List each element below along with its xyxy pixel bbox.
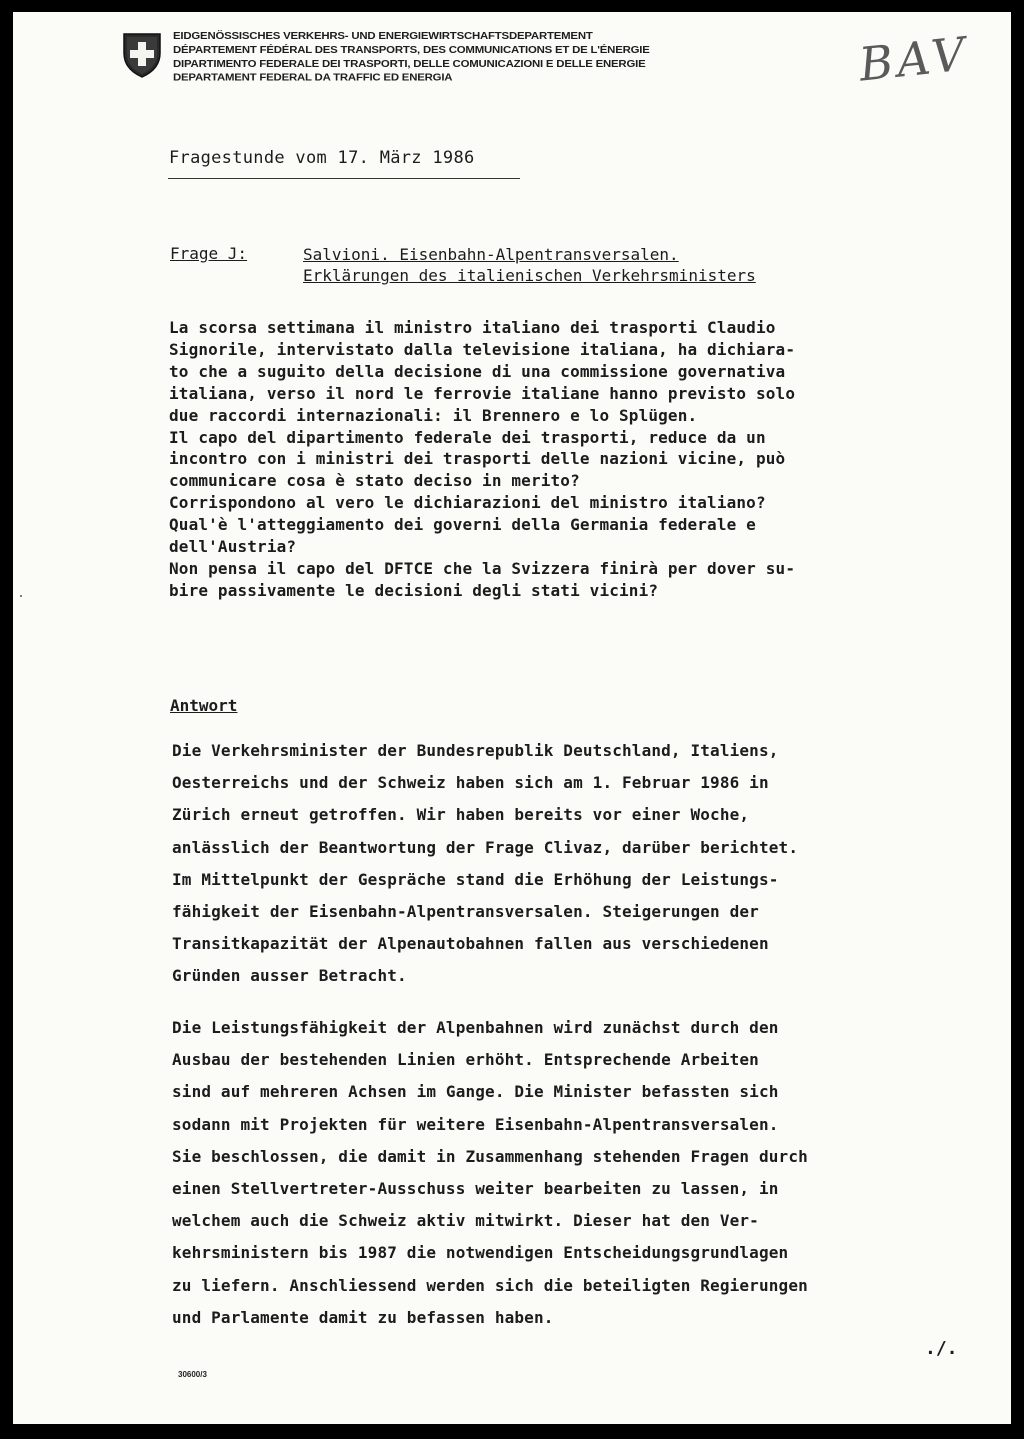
question-text	[169, 317, 795, 602]
question-line: dell'Austria?	[169, 537, 297, 557]
question-line: La scorsa settimana il ministro italiano dei trasporti Claudio	[169, 318, 776, 337]
question-line: Non pensa il capo del DFTCE che la Svizzera finirà per dover su-	[169, 558, 796, 578]
letterhead-line: DÉPARTEMENT FÉDÉRAL DES TRANSPORTS, DES COMMUNICATIONS ET DE L'ÉNERGIE	[173, 44, 650, 56]
question-line: to che a suguito della decisione di una commissione governativa	[169, 361, 786, 381]
question-title	[303, 244, 756, 286]
question-line: italiana, verso il nord le ferrovie italiane hanno previsto solo	[169, 383, 796, 403]
document-page	[13, 12, 1011, 1424]
question-line: Corrispondono al vero le dichiarazioni del ministro italiano?	[169, 493, 766, 513]
margin-mark	[20, 595, 22, 597]
answer-line: welchem auch die Schweiz aktiv mitwirkt. Dieser hat den Ver-	[172, 1211, 759, 1231]
title-underline	[168, 178, 520, 179]
answer-line: Im Mittelpunkt der Gespräche stand die Erhöhung der Leistungs-	[172, 869, 779, 889]
form-code: 30600/3	[178, 1370, 207, 1379]
answer-line: Zürich erneut getroffen. Wir haben bereits vor einer Woche,	[172, 805, 750, 825]
question-line: incontro con i ministri dei trasporti delle nazioni vicine, può	[169, 449, 786, 469]
answer-paragraph	[172, 735, 798, 993]
answer-line: sodann mit Projekten für weitere Eisenbahn-Alpentransversalen.	[172, 1114, 779, 1134]
answer-line: fähigkeit der Eisenbahn-Alpentransversalen. Steigerungen der	[172, 902, 759, 922]
swiss-cross-shield-icon	[121, 31, 163, 84]
answer-line: Oesterreichs und der Schweiz haben sich am 1. Februar 1986 in	[172, 773, 769, 793]
answer-line: Ausbau der bestehenden Linien erhöht. Entsprechende Arbeiten	[172, 1050, 759, 1070]
answer-line: sind auf mehreren Achsen im Gange. Die Minister befassten sich	[172, 1082, 779, 1102]
answer-line: anlässlich der Beantwortung der Frage Clivaz, darüber berichtet.	[172, 837, 799, 857]
answer-line: Sie beschlossen, die damit in Zusammenhang stehenden Fragen durch	[172, 1146, 808, 1166]
question-title-line: Salvioni. Eisenbahn-Alpentransversalen.	[303, 245, 679, 264]
answer-line: Transitkapazität der Alpenautobahnen fallen aus verschiedenen	[172, 934, 769, 954]
department-letterhead	[173, 30, 650, 85]
answer-line: und Parlamente damit zu befassen haben.	[172, 1307, 554, 1327]
letterhead-line: EIDGENÖSSISCHES VERKEHRS- UND ENERGIEWIRTSCHAFTSDEPARTEMENT	[173, 30, 593, 42]
question-title-line: Erklärungen des italienischen Verkehrsministers	[303, 266, 756, 285]
question-line: Il capo del dipartimento federale dei trasporti, reduce da un	[169, 427, 766, 447]
question-line: Signorile, intervistato dalla televisione italiana, ha dichiara-	[169, 339, 796, 359]
question-line: Qual'è l'atteggiamento dei governi della Germania federale e	[169, 515, 756, 535]
question-line: due raccordi internazionali: il Brennero e lo Splügen.	[169, 405, 698, 425]
letterhead-line: DEPARTAMENT FEDERAL DA TRAFFIC ED ENERGIA	[173, 72, 453, 84]
handwritten-note: BAV	[856, 26, 972, 92]
answer-line: Die Leistungsfähigkeit der Alpenbahnen wird zunächst durch den	[172, 1018, 779, 1037]
page-title: Fragestunde vom 17. März 1986	[169, 148, 475, 168]
question-line: bire passivamente le decisioni degli stati vicini?	[169, 580, 659, 600]
answer-line: Die Verkehrsminister der Bundesrepublik Deutschland, Italiens,	[172, 741, 779, 760]
answer-line: zu liefern. Anschliessend werden sich die beteiligten Regierungen	[172, 1275, 808, 1295]
answer-heading: Antwort	[170, 696, 238, 715]
answer-line: kehrsministern bis 1987 die notwendigen Entscheidungsgrundlagen	[172, 1243, 789, 1263]
answer-paragraph	[172, 1012, 808, 1334]
continuation-mark: ./.	[925, 1338, 958, 1359]
answer-line: einen Stellvertreter-Ausschuss weiter bearbeiten zu lassen, in	[172, 1179, 779, 1199]
question-line: communicare cosa è stato deciso in merito?	[169, 471, 580, 491]
letterhead-line: DIPARTIMENTO FEDERALE DEI TRASPORTI, DELLE COMUNICAZIONI E DELLE ENERGIE	[173, 58, 646, 70]
answer-line: Gründen ausser Betracht.	[172, 966, 407, 986]
question-label: Frage J:	[170, 244, 248, 263]
